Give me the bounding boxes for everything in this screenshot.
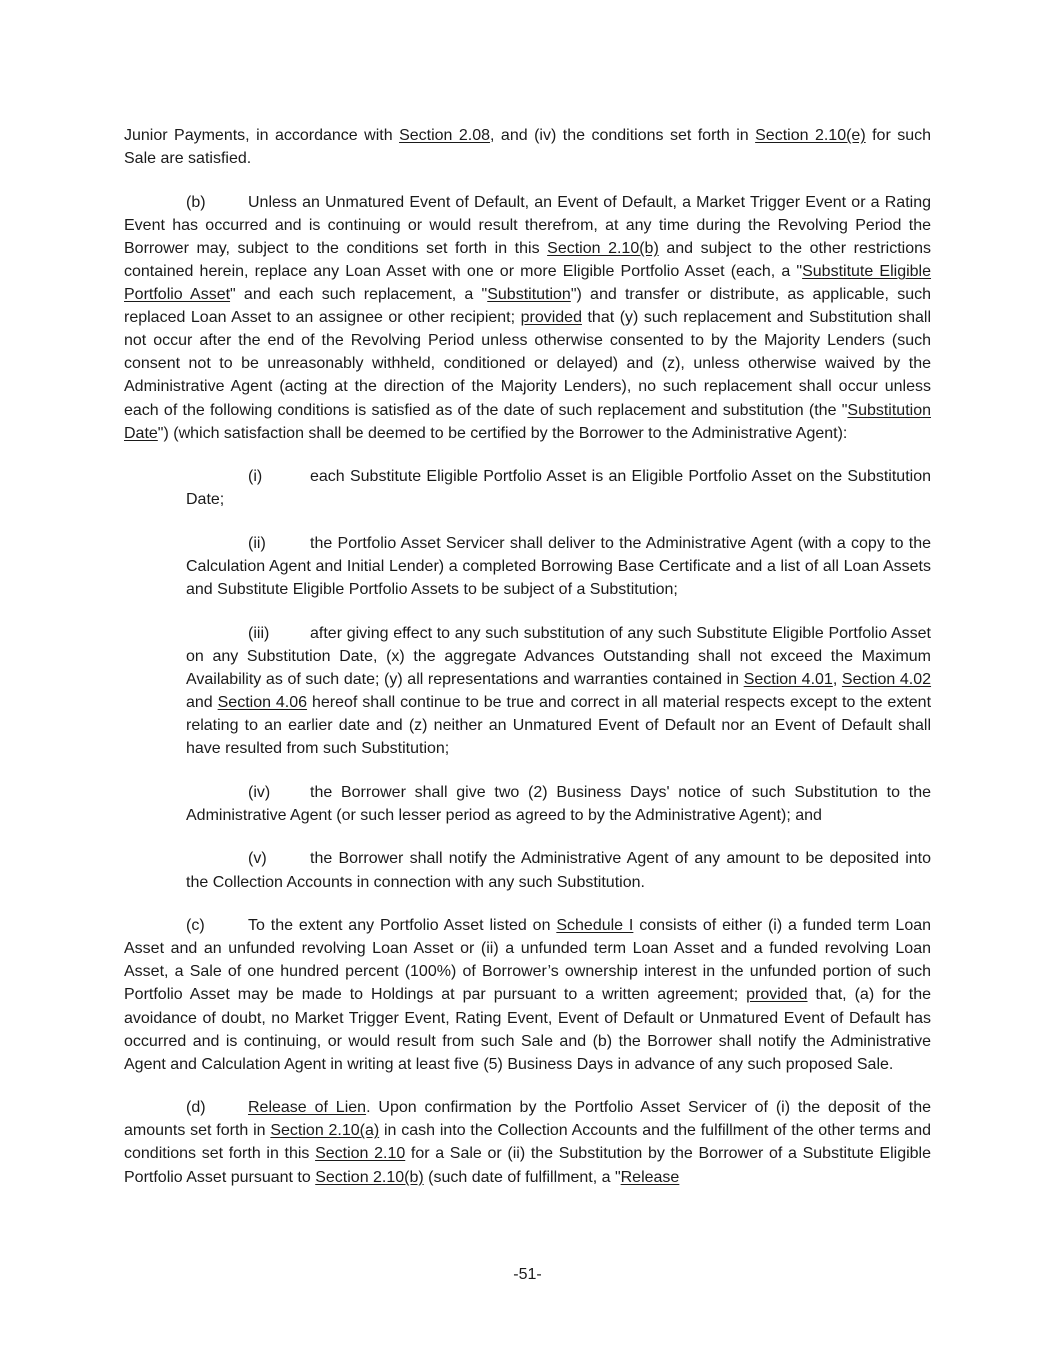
document-page: [124, 124, 931, 1209]
paragraph-b: [124, 191, 931, 445]
page-number: -51-: [513, 1266, 542, 1283]
proviso-term: provided: [746, 986, 808, 1004]
text-run: ") and transfer or distribute, as applicable, such replaced Loan Asset to an assignee or other recipient;: [124, 286, 932, 327]
text-run: for a Sale or (ii) the Substitution by the Borrower of a Substitute Eligible Portfolio Asset pursuant to: [124, 1145, 932, 1186]
section-reference: Section 4.01: [743, 670, 833, 688]
text-run: after giving effect to any such substitution of any such Substitute Eligible Portfolio Asset on any Substitution Date, (x) the aggregate Advances Outstanding shall not exceed the Maximum Availability as of such date; (y) all representations and warranties contained in: [186, 624, 931, 688]
text-run: consists of either (i) a funded term Loan Asset and an unfunded revolving Loan Asset or (ii) a unfunded term Loan Asset and a funded revolving Loan Asset, a Sale of one hundred percent (100%) of Borrower’s ownership interest in the unfunded portion of such Portfolio Asset may be made to Holdings at par pursuant to a written agreement;: [124, 917, 932, 1004]
paragraph-heading: Release of Lien: [248, 1099, 367, 1117]
schedule-reference: Schedule I: [556, 917, 634, 935]
text-run: " and each such replacement, a ": [230, 286, 488, 304]
text-run: in cash into the Collection Accounts and the fulfillment of the other terms and conditions set forth in this: [124, 1122, 931, 1163]
text-run: and subject to the other restrictions contained herein, replace any Loan Asset with one or more Eligible Portfolio Asset (each, a ": [124, 239, 931, 280]
defined-term: Substitute Eligible Portfolio Asset: [124, 262, 932, 304]
text-run: hereof shall continue to be true and correct in all material respects except to the extent relating to an earlier date and (z) neither an Unmatured Event of Default nor an Event of Default shall have resulted from such Substitution;: [186, 693, 932, 758]
text-run: Junior Payments, in accordance with: [124, 127, 400, 144]
defined-term: Release: [620, 1168, 680, 1186]
clause-i: [186, 465, 931, 511]
text-run: , and (iv) the conditions set forth in: [490, 127, 756, 144]
paragraph-label: (b): [186, 193, 206, 211]
paragraph-label: (c): [186, 917, 205, 935]
clause-iii: [186, 622, 931, 761]
proviso-term: provided: [520, 309, 582, 327]
text-run: Unless an Unmatured Event of Default, an Event of Default, a Market Trigger Event or a Rating Event has occurred and is continuing or would result therefrom, at any time during the Revolving Period the Borrower may, subject to the conditions set forth in this: [124, 193, 931, 257]
clause-label: (iii): [248, 624, 270, 642]
text-run: To the extent any Portfolio Asset listed on: [248, 917, 557, 935]
section-reference: Section 2.10(b): [547, 239, 659, 257]
text-run: ,: [832, 670, 842, 688]
section-reference: Section 4.06: [217, 693, 308, 711]
clause-label: (i): [248, 468, 263, 486]
clause-label: (ii): [248, 534, 266, 552]
section-reference: Section 2.10: [315, 1145, 406, 1163]
clause-label: (iv): [248, 783, 271, 801]
text-run: that, (a) for the avoidance of doubt, no Market Trigger Event, Rating Event, Event of Default or Unmatured Event of Default has occurred and is continuing, or would result from such Sale and (b) the Borrower shall notify the Administrative Agent and Calculation Agent in writing at least five (5) Business Days in advance of any such proposed Sale.: [124, 986, 932, 1073]
text-run: . Upon confirmation by the Portfolio Asset Servicer of (i) the deposit of the amounts set forth in: [124, 1099, 931, 1140]
text-run: each Substitute Eligible Portfolio Asset is an Eligible Portfolio Asset on the Substitution Date;: [186, 468, 931, 509]
paragraph-c: [124, 914, 931, 1076]
clause-iv: [186, 781, 931, 827]
text-run: for such Sale are satisfied.: [124, 127, 932, 168]
section-reference: Section 2.10(b): [315, 1168, 424, 1186]
clause-ii: [186, 532, 931, 601]
paragraph-continuation: [124, 124, 931, 170]
text-run: ") (which satisfaction shall be deemed to be certified by the Borrower to the Administrative Agent):: [157, 424, 848, 442]
section-reference: Section 2.10(e): [755, 127, 866, 144]
paragraph-label: (d): [186, 1099, 206, 1117]
text-run: (such date of fulfillment, a ": [423, 1168, 621, 1186]
clause-v: [186, 847, 931, 893]
section-reference: Section 2.08: [399, 127, 491, 144]
text-run: and: [186, 693, 218, 711]
text-run: the Borrower shall notify the Administrative Agent of any amount to be deposited into the Collection Accounts in connection with any such Substitution.: [186, 850, 931, 891]
section-reference: Section 4.02: [841, 670, 932, 688]
section-reference: Section 2.10(a): [270, 1122, 380, 1140]
text-run: the Borrower shall give two (2) Business Days' notice of such Substitution to the Administrative Agent (or such lesser period as agreed to by the Administrative Agent); and: [186, 783, 931, 824]
paragraph-d: [124, 1096, 931, 1188]
text-run: that (y) such replacement and Substitution shall not occur after the end of the Revolving Period unless otherwise consented to by the Majority Lenders (such consent not to be unreasonably withheld, conditioned or delayed) and (z), unless otherwise waived by the Administrative Agent (acting at the direction of the Majority Lenders), no such replacement shall occur unless each of the following conditions is satisfied as of the date of such replacement and substitution (the ": [124, 309, 932, 419]
defined-term: Substitution Date: [124, 401, 931, 442]
text-run: the Portfolio Asset Servicer shall deliver to the Administrative Agent (with a copy to the Calculation Agent and Initial Lender) a completed Borrowing Base Certificate and a list of all Loan Assets and Substitute Eligible Portfolio Assets to be subject of a Substitution;: [186, 534, 931, 599]
defined-term: Substitution: [487, 286, 571, 304]
clause-label: (v): [248, 850, 267, 868]
